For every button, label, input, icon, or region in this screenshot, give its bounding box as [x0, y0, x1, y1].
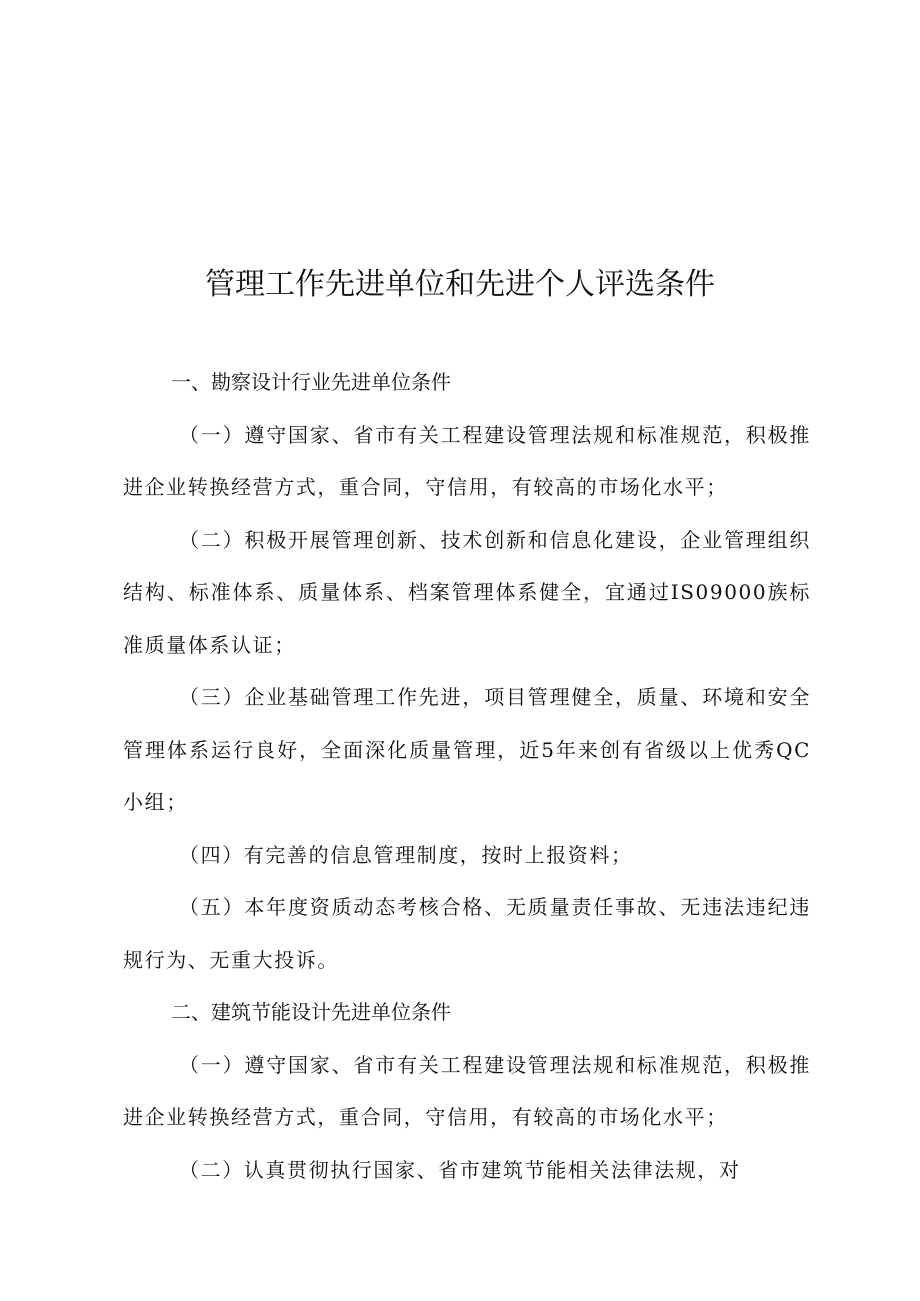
section-2-item-1: （一）遵守国家、省市有关工程建设管理法规和标准规范，积极推进企业转换经营方式，重合同，守信用，有较高的市场化水平； — [123, 1052, 811, 1129]
section-1-item-5: （五）本年度资质动态考核合格、无质量责任事故、无违法违纪违规行为、无重大投诉。 — [123, 895, 811, 972]
section-1-item-4: （四）有完善的信息管理制度，按时上报资料； — [179, 842, 633, 867]
section-2-item-2: （二）认真贯彻执行国家、省市建筑节能相关法律法规，对 — [179, 1157, 741, 1182]
document-title: 管理工作先进单位和先进个人评选条件 — [205, 267, 715, 302]
section-1-item-2: （二）积极开展管理创新、技术创新和信息化建设，企业管理组织结构、标准体系、质量体系、档案管理体系健全，宜通过IS09000族标准质量体系认证； — [123, 527, 811, 657]
section-heading-2: 二、建筑节能设计先进单位条件 — [171, 1000, 451, 1024]
section-1-item-3: （三）企业基础管理工作先进，项目管理健全，质量、环境和安全管理体系运行良好，全面深化质量管理，近5年来创有省级以上优秀QC小组； — [123, 685, 811, 814]
document-body — [123, 356, 811, 1196]
section-heading-1: 一、勘察设计行业先进单位条件 — [171, 370, 451, 394]
section-1-item-1: （一）遵守国家、省市有关工程建设管理法规和标准规范，积极推进企业转换经营方式，重合同，守信用，有较高的市场化水平； — [123, 422, 811, 499]
